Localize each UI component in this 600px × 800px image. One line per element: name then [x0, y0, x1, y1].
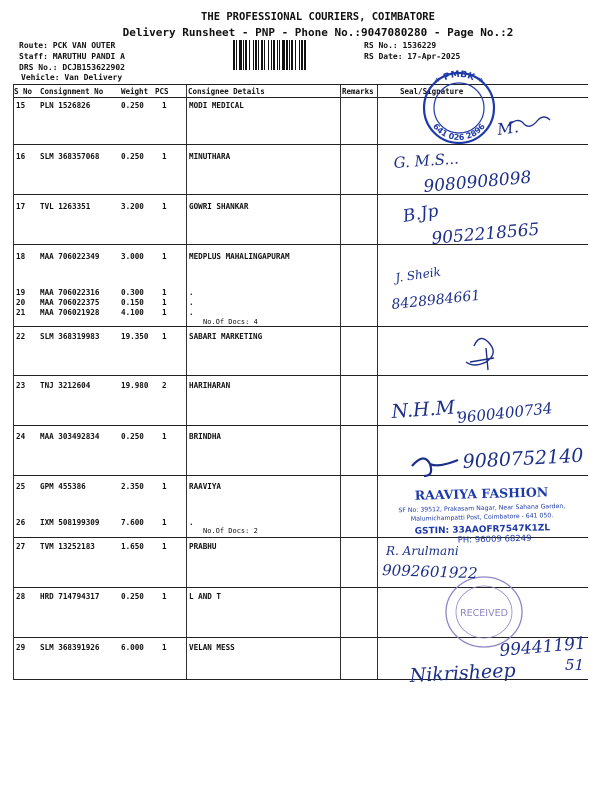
row-pcs: 2 [162, 381, 167, 390]
row-weight: 0.250 [121, 592, 144, 601]
row-weight: 7.600 [121, 518, 144, 527]
docs-count: No.Of Docs: 4 [203, 318, 258, 326]
signature-row-15: M. [495, 117, 520, 139]
row-divider [13, 587, 588, 588]
runsheet-barcode [232, 40, 353, 70]
runsheet-title: THE PROFESSIONAL COURIERS, COIMBATORE [201, 11, 435, 23]
drs-number: DRS No.: DCJB153622902 [19, 63, 125, 72]
signature-row-27-name: R. Arulmani [386, 544, 459, 558]
column-header-consignee: Consignee Details [188, 87, 265, 96]
column-divider [186, 85, 187, 679]
barcode-bar [253, 40, 254, 70]
row-consignment-no: MAA 706022375 [40, 298, 100, 307]
barcode-bar [243, 40, 244, 70]
row-weight: 0.300 [121, 288, 144, 297]
row-weight: 3.000 [121, 252, 144, 261]
barcode-bar [255, 40, 257, 70]
barcode-bar [271, 40, 272, 70]
barcode-bar [264, 40, 265, 70]
row-divider [13, 425, 588, 426]
row-consignment-no: SLM 368391926 [40, 643, 100, 652]
row-pcs: 1 [162, 432, 167, 441]
row-consignee: MEDPLUS MAHALINGAPURAM [189, 252, 290, 261]
table-left-border [13, 85, 14, 679]
barcode-bar [236, 40, 237, 70]
barcode-bar [282, 40, 285, 70]
raaviya-stamp-phone: PH: 96009 68249 [457, 533, 532, 546]
rs-date: RS Date: 17-Apr-2025 [364, 52, 461, 61]
row-pcs: 1 [162, 202, 167, 211]
row-sno: 24 [16, 432, 26, 441]
pmbk-seal-bottom-text: 641 026 2896 [431, 121, 487, 143]
row-weight: 19.980 [121, 381, 149, 390]
barcode-bar [239, 40, 242, 70]
row-pcs: 1 [162, 288, 167, 297]
svg-text:641 026 2896 [431, 122, 487, 143]
row-consignee: VELAN MESS [189, 643, 235, 652]
signature-row-29-phone: 99441191 [498, 633, 587, 661]
barcode-bar [249, 40, 250, 70]
barcode-bar [299, 40, 300, 70]
signature-row-23-phone: 9600400734 [456, 399, 554, 427]
barcode-bar [291, 40, 293, 70]
row-consignee: . [189, 298, 194, 307]
row-pcs: 1 [162, 332, 167, 341]
row-divider [13, 637, 588, 638]
column-header-consignment: Consignment No [40, 87, 104, 96]
row-divider [13, 144, 588, 145]
row-consignee: HARIHARAN [189, 381, 231, 390]
pmbk-seal-stamp [414, 68, 504, 146]
row-consignment-no: MAA 303492834 [40, 432, 100, 441]
row-sno: 20 [16, 298, 26, 307]
barcode-bar [286, 40, 288, 70]
signature-row-16-name: G. M.S... [393, 149, 460, 172]
received-stamp-text: RECEIVED [460, 608, 508, 619]
runsheet-subtitle: Delivery Runsheet - PNP - Phone No.:9047080280 - Page No.:2 [122, 26, 514, 39]
row-weight: 3.200 [121, 202, 144, 211]
row-weight: 0.250 [121, 101, 144, 110]
row-pcs: 1 [162, 152, 167, 161]
row-consignment-no: TNJ 3212604 [40, 381, 91, 390]
row-consignee: RAAVIYA [189, 482, 222, 491]
column-header-pcs: PCS [155, 87, 169, 96]
row-sno: 18 [16, 252, 26, 261]
signature-row-18-phone: 8428984661 [390, 287, 482, 313]
barcode-bar [277, 40, 278, 70]
row-consignee: SABARI MARKETING [189, 332, 263, 341]
row-weight: 2.350 [121, 482, 144, 491]
row-sno: 25 [16, 482, 26, 491]
row-consignee: . [189, 518, 194, 527]
barcode-bar [245, 40, 247, 70]
docs-count: No.Of Docs: 2 [203, 527, 258, 535]
row-weight: 4.100 [121, 308, 144, 317]
row-divider [13, 375, 588, 376]
row-consignee: MODI MEDICAL [189, 101, 244, 110]
row-pcs: 1 [162, 101, 167, 110]
rs-number: RS No.: 1536229 [364, 41, 437, 50]
barcode-bar [273, 40, 275, 70]
column-header-remarks: Remarks [342, 87, 374, 96]
row-sno: 21 [16, 308, 26, 317]
signature-row-27-phone: 9092601922 [381, 561, 478, 583]
barcode-bar [261, 40, 263, 70]
signature-row-18-name: J. Sheik [394, 264, 442, 285]
received-stamp [440, 572, 528, 652]
vehicle-label: Vehicle: Van Delivery [21, 73, 123, 82]
row-consignment-no: IXM 508199309 [40, 518, 100, 527]
row-divider [13, 326, 588, 327]
signature-row-29-name: Nikrisheep [409, 659, 517, 687]
table-bottom-rule [13, 679, 588, 680]
barcode-bar [258, 40, 259, 70]
row-sno: 26 [16, 518, 26, 527]
row-divider [13, 244, 588, 245]
column-divider [377, 85, 378, 679]
barcode-bar [304, 40, 306, 70]
row-pcs: 1 [162, 482, 167, 491]
barcode-bar [233, 40, 235, 70]
row-consignee: . [189, 308, 194, 317]
row-sno: 22 [16, 332, 26, 341]
row-pcs: 1 [162, 592, 167, 601]
row-consignment-no: TVM 13252183 [40, 542, 95, 551]
signature-row-17-phone: 9052218565 [430, 219, 541, 249]
row-consignment-no: PLN 1526826 [40, 101, 91, 110]
row-consignment-no: MAA 706022349 [40, 252, 100, 261]
barcode-bar [279, 40, 280, 70]
raaviya-stamp-name: RAAVIYA FASHION [414, 484, 549, 503]
row-pcs: 1 [162, 542, 167, 551]
row-consignment-no: GPM 455386 [40, 482, 86, 491]
table-header-rule [13, 97, 588, 98]
row-sno: 29 [16, 643, 26, 652]
route-label: Route: PCK VAN OUTER [19, 41, 116, 50]
row-weight: 0.150 [121, 298, 144, 307]
row-consignment-no: MAA 706022316 [40, 288, 100, 297]
row-sno: 17 [16, 202, 26, 211]
row-pcs: 1 [162, 298, 167, 307]
signature-row-16-phone: 9080908098 [422, 167, 533, 197]
column-header-sno: S No [14, 87, 33, 96]
row-pcs: 1 [162, 308, 167, 317]
row-weight: 6.000 [121, 643, 144, 652]
staff-label: Staff: MARUTHU PANDI A [19, 52, 125, 61]
row-consignee: GOWRI SHANKAR [189, 202, 249, 211]
barcode-bar [301, 40, 303, 70]
barcode-bar [289, 40, 290, 70]
row-consignee: MINUTHARA [189, 152, 231, 161]
signature-row-24-phone: 9080752140 [462, 444, 584, 473]
row-sno: 28 [16, 592, 26, 601]
barcode-bar [268, 40, 269, 70]
row-consignment-no: SLM 368357068 [40, 152, 100, 161]
row-consignee: . [189, 288, 194, 297]
row-consignment-no: MAA 706021928 [40, 308, 100, 317]
row-divider [13, 537, 588, 538]
row-consignment-no: TVL 1263351 [40, 202, 91, 211]
signature-row-23-name: N.H.M. [390, 396, 462, 423]
row-consignee: L AND T [189, 592, 222, 601]
row-consignee: BRINDHA [189, 432, 222, 441]
raaviya-stamp-gstin: GSTIN: 33AAOFR7547K1ZL [414, 523, 551, 537]
row-consignment-no: SLM 368319983 [40, 332, 100, 341]
signature-row-29-extra: 51 [565, 656, 585, 674]
row-weight: 0.250 [121, 432, 144, 441]
row-sno: 19 [16, 288, 26, 297]
row-pcs: 1 [162, 643, 167, 652]
row-sno: 27 [16, 542, 26, 551]
signature-row-17-name: B.Jp [401, 201, 440, 227]
row-pcs: 1 [162, 252, 167, 261]
row-sno: 23 [16, 381, 26, 390]
pmbk-seal-top-text: * PMBK * [434, 69, 484, 88]
row-pcs: 1 [162, 518, 167, 527]
raaviya-stamp-address2: Malumichampatti Post, Coimbatore - 641 050. [410, 512, 554, 523]
row-consignee: PRABHU [189, 542, 217, 551]
row-sno: 15 [16, 101, 26, 110]
row-weight: 0.250 [121, 152, 144, 161]
row-sno: 16 [16, 152, 26, 161]
row-weight: 1.650 [121, 542, 144, 551]
row-divider [13, 194, 588, 195]
column-header-weight: Weight [121, 87, 149, 96]
raaviya-stamp-address1: SF No: 39512, Prakasam Nagar, Near Sahana Garden, [398, 502, 566, 515]
row-divider [13, 475, 588, 476]
table-top-rule [13, 84, 588, 85]
row-consignment-no: HRD 714794317 [40, 592, 100, 601]
barcode-bar [295, 40, 296, 70]
row-weight: 19.350 [121, 332, 149, 341]
column-header-seal-signature: Seal/Signature [400, 87, 464, 96]
column-divider [340, 85, 341, 679]
